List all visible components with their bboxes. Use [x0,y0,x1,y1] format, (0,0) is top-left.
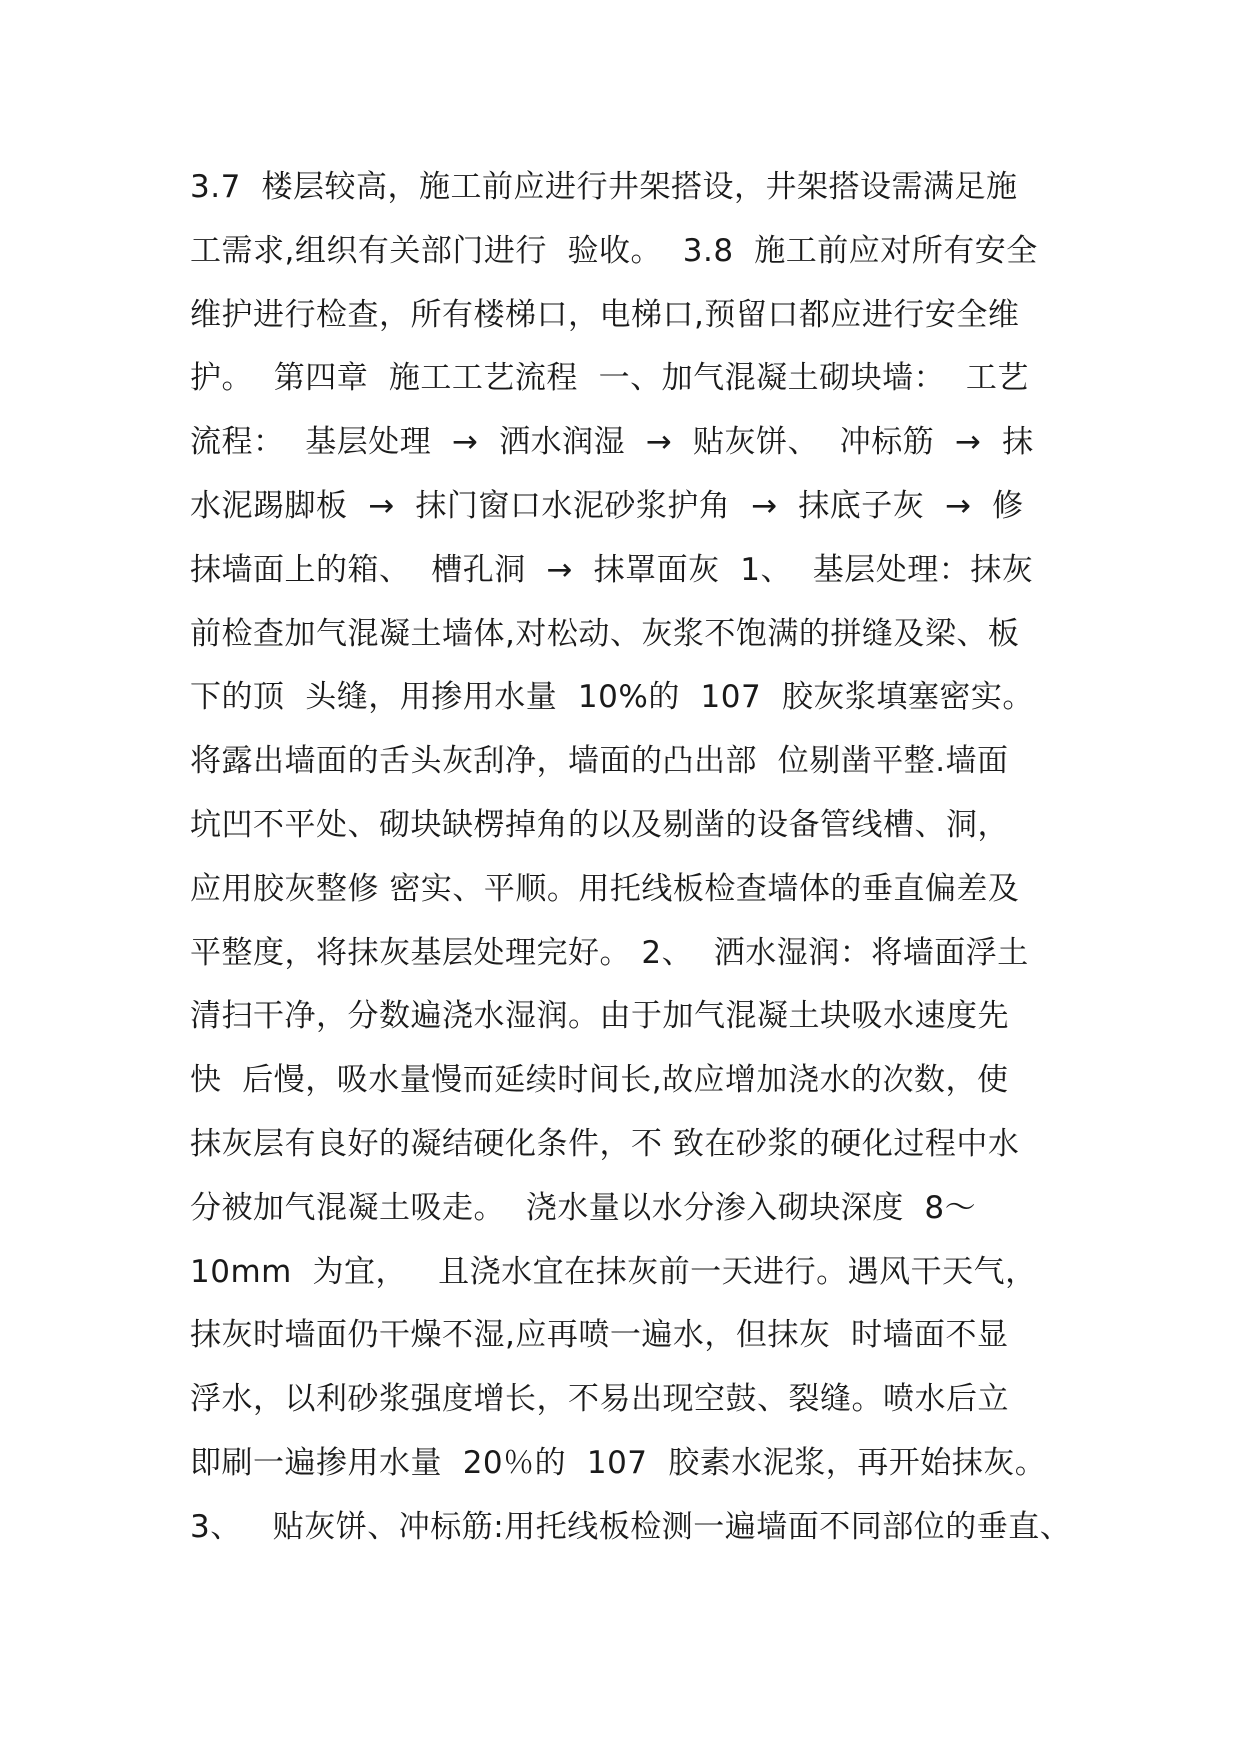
text-line: 分被加气混凝土吸走。 浇水量以水分渗入砌块深度 8～ [190,1189,977,1226]
text-line: 10mm 为宜， 且浇水宜在抹灰前一天进行。遇风干天气， [190,1253,1037,1290]
text-line: 抹灰层有良好的凝结硬化条件，不 致在砂浆的硬化过程中水 [190,1125,1020,1162]
text-line: 3.7 楼层较高，施工前应进行井架搭设，井架搭设需满足施 [190,169,1018,205]
text-line: 水泥踢脚板 → 抹门窗口水泥砂浆护角 → 抹底子灰 → 修 [190,487,1024,524]
text-line: 护。 第四章 施工工艺流程 一、加气混凝土砌块墙： 工艺 [190,360,1029,397]
text-line: 即刷一遍掺用水量 20％的 107 胶素水泥浆，再开始抹灰。 [190,1444,1047,1481]
text-line: 将露出墙面的舌头灰刮净，墙面的凸出部 位剔凿平整.墙面 [190,743,1009,780]
text-line: 前检查加气混凝土墙体,对松动、灰浆不饱满的拼缝及梁、板 [190,615,1020,652]
text-line: 维护进行检查，所有楼梯口，电梯口,预留口都应进行安全维 [190,296,1020,333]
text-line: 浮水，以利砂浆强度增长，不易出现空鼓、裂缝。喷水后立 [190,1381,1009,1418]
text-line: 工需求,组织有关部门进行 验收。 3.8 施工前应对所有安全 [190,232,1038,269]
text-line: 抹灰时墙面仍干燥不湿,应再喷一遍水，但抹灰 时墙面不显 [190,1317,1009,1354]
text-line: 坑凹不平处、砌块缺楞掉角的以及剔凿的设备管线槽、洞， [190,806,1009,843]
text-line: 应用胶灰整修 密实、平顺。用托线板检查墙体的垂直偏差及 [190,870,1020,907]
text-line: 3、 贴灰饼、冲标筋:用托线板检测一遍墙面不同部位的垂直、 [190,1508,1072,1545]
text-line: 清扫干净，分数遍浇水湿润。由于加气混凝土块吸水速度先 [190,998,1009,1035]
text-line: 下的顶 头缝，用掺用水量 10%的 107 胶灰浆填塞密实。 [190,679,1034,716]
text-line: 平整度，将抹灰基层处理完好。 2、 洒水湿润：将墙面浮土 [190,934,1029,971]
text-line: 快 后慢，吸水量慢而延续时间长,故应增加浇水的次数，使 [190,1062,1009,1099]
body-text [190,156,1070,1560]
text-line: 抹墙面上的箱、 槽孔洞 → 抹罩面灰 1、 基层处理：抹灰 [190,551,1034,588]
text-line: 流程： 基层处理 → 洒水润湿 → 贴灰饼、 冲标筋 → 抹 [190,424,1034,461]
